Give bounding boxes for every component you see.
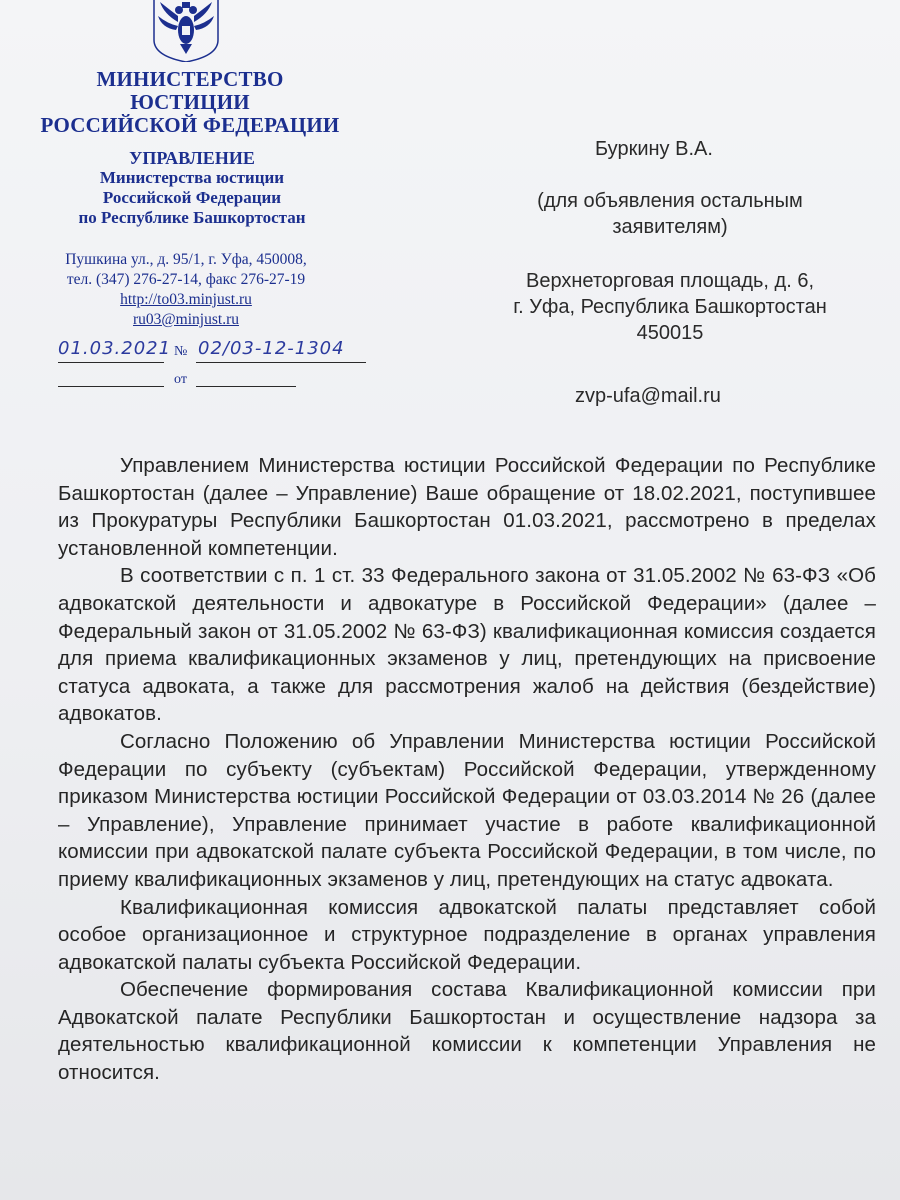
registration-date-handwritten: 01.03.2021 bbox=[58, 338, 172, 359]
body-paragraph-1: Управлением Министерства юстиции Российской Федерации по Республике Башкортостан (далее – Управление) Ваше обращение от 18.02.2021, поступившее из Прокуратуры Республики Башкортостан 01.03.2021, рассмотрено в пределах установленной компетенции. bbox=[58, 454, 876, 560]
department-line2: Министерства юстиции bbox=[99, 168, 285, 187]
ministry-title-line2: РОССИЙСКОЙ ФЕДЕРАЦИИ bbox=[40, 113, 340, 137]
coat-of-arms-emblem bbox=[148, 0, 224, 62]
recipient-address-line2: г. Уфа, Республика Башкортостан bbox=[513, 296, 827, 318]
department-line3: Российской Федерации bbox=[102, 188, 282, 207]
sender-website-link[interactable]: http://to03.minjust.ru bbox=[120, 291, 252, 308]
number-underline bbox=[196, 362, 366, 363]
reference-date-underline bbox=[58, 386, 164, 387]
registration-number-handwritten: 02/03-12-1304 bbox=[198, 338, 345, 359]
body-paragraph-3: Согласно Положению об Управлении Министерства юстиции Российской Федерации по субъекту (субъектам) Российской Федерации, утвержденному приказом Министерства юстиции Российской Федерации от 03.03.2014 № 26 (далее – Управление), Управление принимает участие в работе квалификационной комиссии при адвокатской палате субъекта Российской Федерации, в том числе, по приему квалификационных экзаменов у лиц, претендующих на статус адвоката. bbox=[58, 729, 876, 891]
sender-address: Пушкина ул., д. 95/1, г. Уфа, 450008, bbox=[65, 251, 307, 268]
sender-contacts bbox=[36, 250, 336, 330]
sender-email-link[interactable]: ru03@minjust.ru bbox=[133, 311, 239, 328]
registration-block bbox=[58, 338, 368, 394]
body-paragraph-4: Квалификационная комиссия адвокатской палаты представляет собой особое организационное и структурное подразделение в органах управления адвокатской палаты субъекта Российской Федерации. bbox=[58, 895, 876, 974]
reference-number-underline bbox=[196, 386, 296, 387]
from-label: от bbox=[174, 372, 187, 387]
department-block bbox=[42, 148, 342, 228]
letter-body bbox=[58, 452, 876, 1087]
ministry-title bbox=[40, 68, 340, 137]
department-line4: по Республике Башкортостан bbox=[78, 208, 306, 227]
sender-phone: тел. (347) 276-27-14, факс 276-27-19 bbox=[66, 271, 306, 288]
ministry-title-line1: МИНИСТЕРСТВО ЮСТИЦИИ bbox=[96, 67, 284, 114]
department-title: УПРАВЛЕНИЕ bbox=[129, 148, 255, 168]
recipient-name: Буркину В.А. bbox=[595, 138, 713, 160]
recipient-email: zvp-ufa@mail.ru bbox=[575, 385, 721, 407]
recipient-postcode: 450015 bbox=[636, 322, 704, 344]
body-paragraph-5: Обеспечение формирования состава Квалификационной комиссии при Адвокатской палате Республики Башкортостан и осуществление надзора за деятельностью квалификационной комиссии к компетенции Управления не относится. bbox=[58, 978, 876, 1085]
recipient-note: (для объявления остальным заявителям) bbox=[537, 190, 803, 238]
number-sign-label: № bbox=[174, 344, 188, 359]
date-underline bbox=[58, 362, 164, 363]
recipient-address bbox=[470, 268, 870, 346]
recipient-address-line1: Верхнеторговая площадь, д. 6, bbox=[525, 270, 815, 292]
body-paragraph-2: В соответствии с п. 1 ст. 33 Федерального закона от 31.05.2002 № 63-ФЗ «Об адвокатской деятельности и адвокатуре в Российской Федерации» (далее – Федеральный закон от 31.05.2002 № 63-ФЗ) квалификационная комиссия создается для приема квалификационных экзаменов у лиц, претендующих на присвоение статуса адвоката, а также для рассмотрения жалоб на действия (бездействие) адвокатов. bbox=[58, 564, 876, 726]
